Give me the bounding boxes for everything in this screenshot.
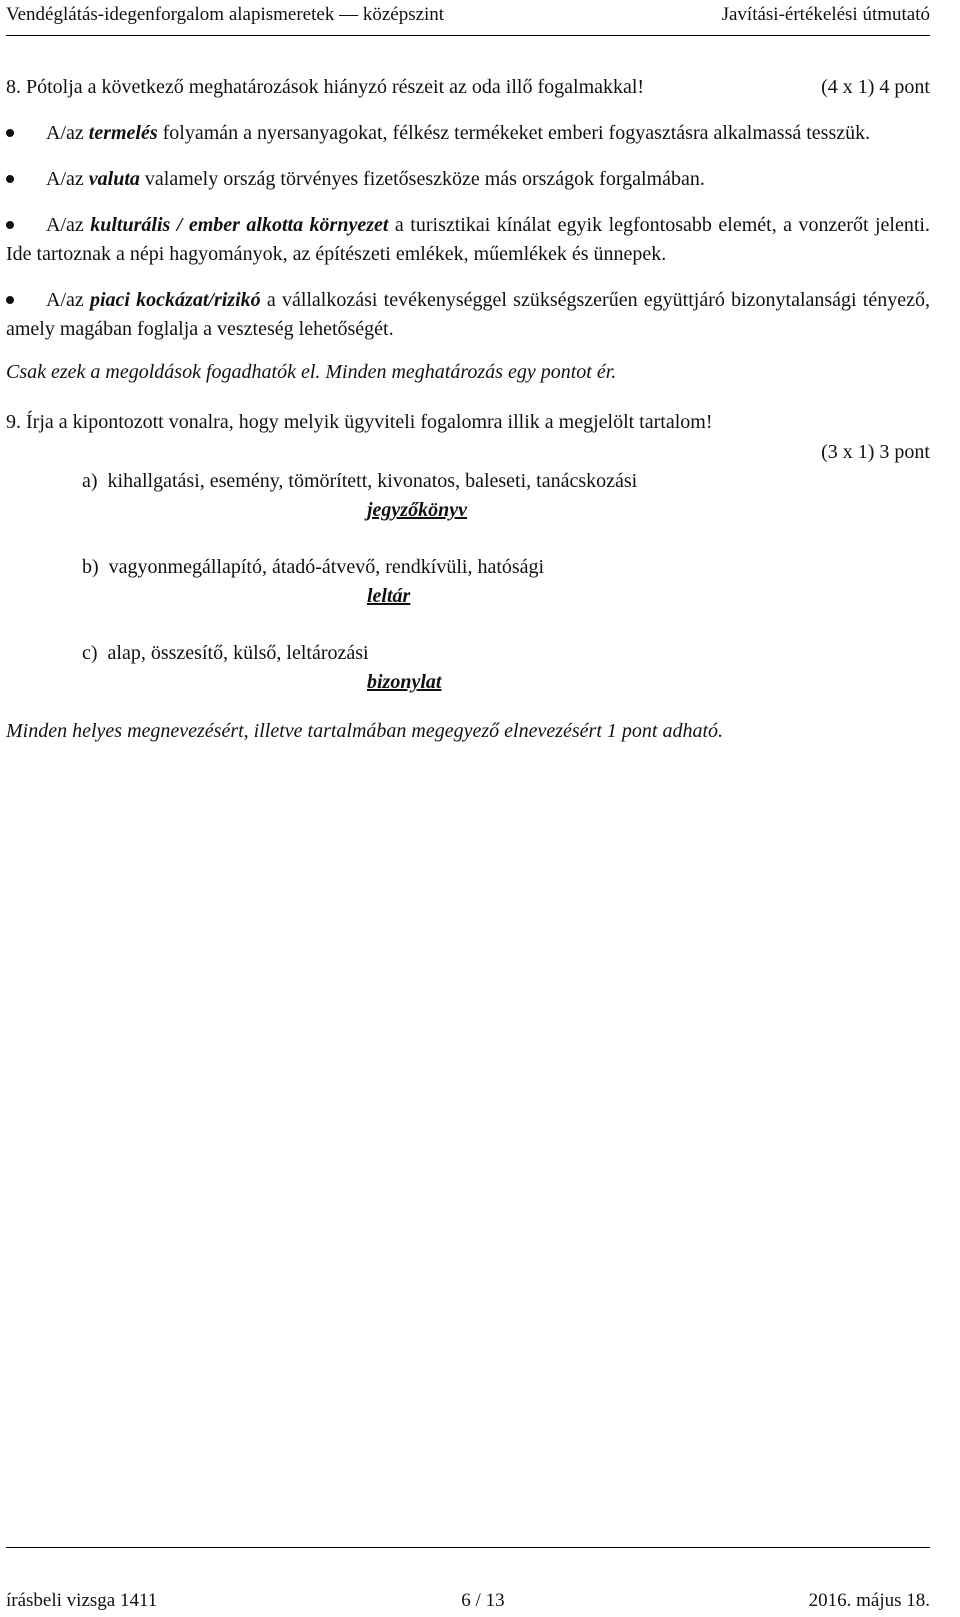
footer-divider [6, 1547, 930, 1548]
page-header [6, 2, 930, 28]
option-b: b) vagyonmegállapító, átadó-átvevő, rendkívüli, hatósági [82, 556, 545, 578]
header-doc-type: Javítási-értékelési útmutató [721, 4, 930, 25]
definition-item: A/az piaci kockázat/rizikó a vállalkozási tevékenységgel szükségszerűen együttjáró bizonytalansági tényező, amely magában foglalja a veszteség lehetőségét. [6, 286, 930, 344]
answer-term: piaci kockázat/rizikó [89, 289, 261, 311]
option-a: a) kihallgatási, esemény, tömörített, kivonatos, baleseti, tanácskozási [82, 470, 638, 492]
question-9-points: (3 x 1) 3 pont [821, 441, 930, 463]
answer-c: bizonylat [367, 671, 442, 693]
option-c: c) alap, összesítő, külső, leltározási [82, 642, 369, 664]
answer-term: valuta [88, 168, 140, 190]
footer-exam-code: írásbeli vizsga 1411 [6, 1590, 158, 1611]
page-number: 6 / 13 [461, 1590, 505, 1611]
question-9-note: Minden helyes megnevezésért, illetve tartalmában megegyező elnevezésért 1 pont adható. [6, 720, 724, 742]
definition-item: A/az termelés folyamán a nyersanyagokat, félkész termékeket emberi fogyasztásra alkalmassá tesszük. [6, 119, 930, 148]
question-8-heading [6, 73, 930, 102]
question-9-title: 9. Írja a kipontozott vonalra, hogy melyik ügyviteli fogalomra illik a megjelölt tartalom! [6, 411, 713, 433]
answer-term: kulturális / ember alkotta környezet [90, 214, 389, 236]
answer-b: leltár [367, 585, 411, 607]
header-subject: Vendéglátás-idegenforgalom alapismeretek — középszint [6, 4, 445, 25]
footer-date: 2016. május 18. [808, 1590, 930, 1611]
definition-item: A/az kulturális / ember alkotta környezet a turisztikai kínálat egyik legfontosabb elemét, a vonzerőt jelenti. Ide tartoznak a népi hagyományok, az építészeti emlékek, műemlékek és ünnepek. [6, 211, 930, 269]
page-content [6, 73, 930, 746]
page-footer [6, 1590, 930, 1612]
question-8-title: 8. Pótolja a következő meghatározások hiányzó részeit az oda illő fogalmakkal! [6, 76, 645, 98]
answer-term: termelés [88, 122, 158, 144]
question-8-points: (4 x 1) 4 pont [821, 76, 930, 98]
definition-item: A/az valuta valamely ország törvényes fizetőseszköze más országok forgalmában. [6, 165, 930, 194]
question-8-note: Csak ezek a megoldások fogadhatók el. Minden meghatározás egy pontot ér. [6, 361, 617, 383]
header-divider [6, 35, 930, 36]
answer-a: jegyzőkönyv [367, 499, 467, 521]
